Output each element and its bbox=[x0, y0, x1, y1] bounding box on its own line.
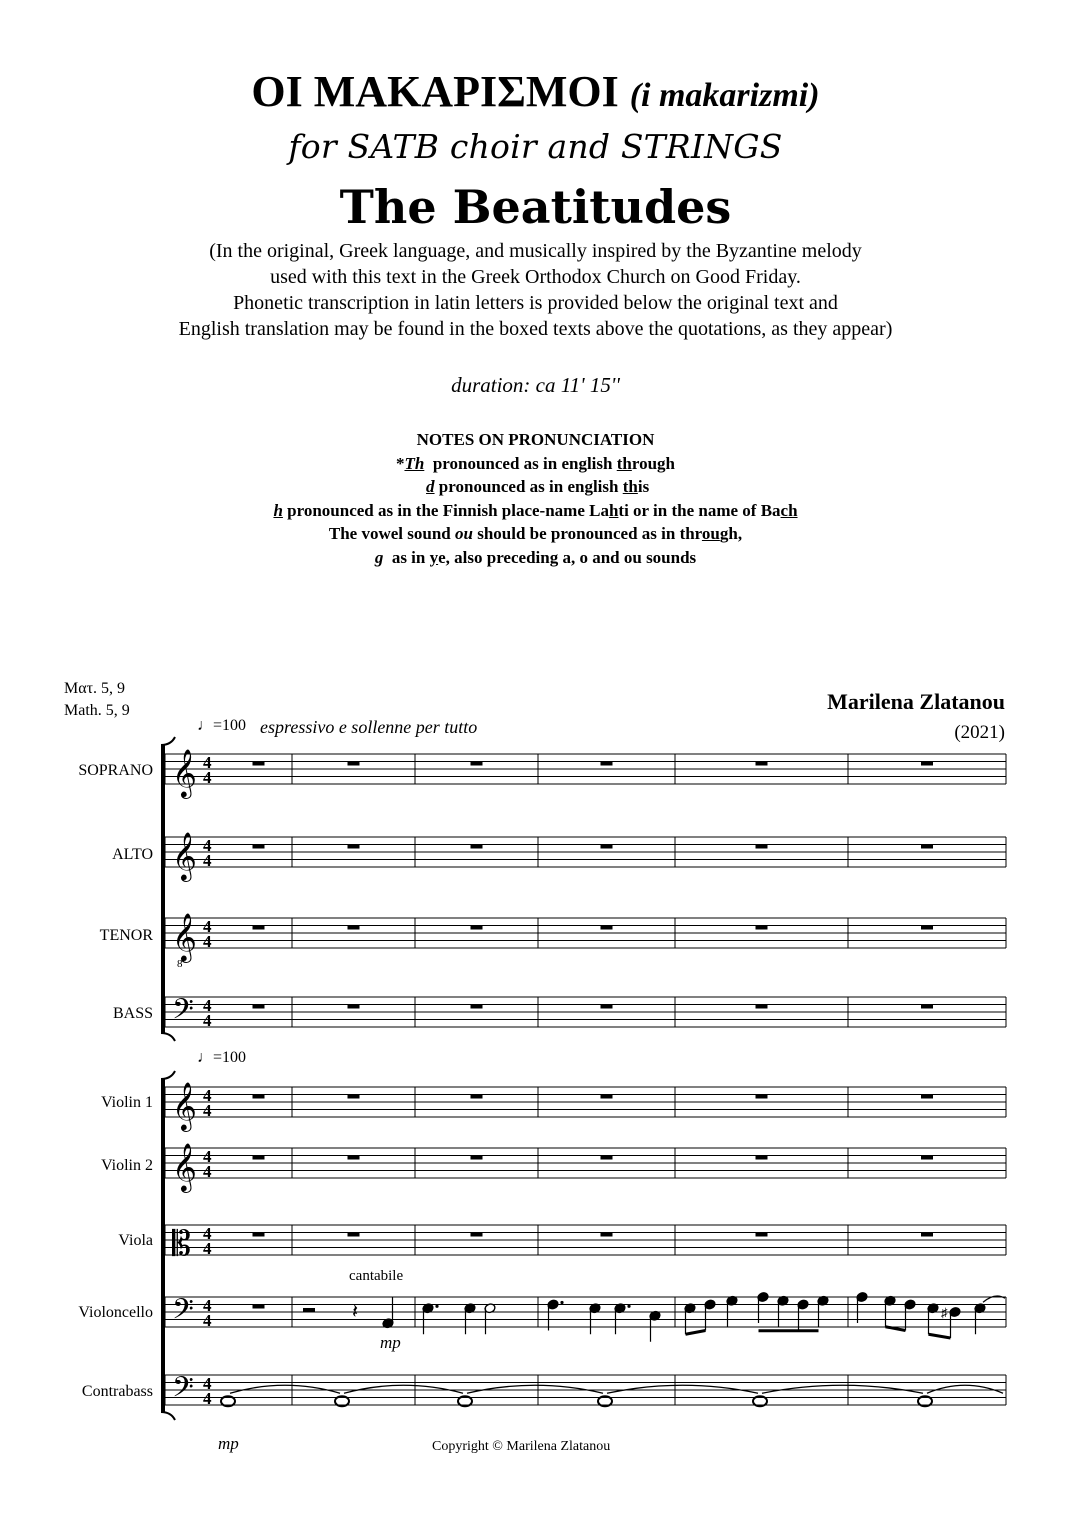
whole-rest bbox=[253, 762, 265, 766]
staff-label-violin-1: Violin 1 bbox=[101, 1094, 153, 1111]
whole-rest bbox=[253, 1233, 265, 1237]
clef-icon: 𝄢 bbox=[172, 995, 194, 1032]
pronunciation-line: g as in ye, also preceding a, o and ou sounds bbox=[374, 547, 697, 567]
clef-icon: 𝄞 bbox=[172, 834, 197, 880]
quarter-rest: 𝄽 bbox=[352, 1301, 359, 1323]
composer: Marilena Zlatanou bbox=[827, 689, 1005, 714]
quarter-note-icon: ♩ bbox=[197, 717, 213, 734]
title-greek: ΟΙ ΜΑΚΑΡΙΣΜΟΙ bbox=[251, 67, 619, 116]
clef-icon: 𝄞 bbox=[172, 915, 197, 961]
staff-label-bass: BASS bbox=[112, 1005, 153, 1022]
tie bbox=[230, 1385, 340, 1393]
time-signature-bottom: 4 bbox=[203, 1011, 212, 1030]
whole-rest bbox=[756, 926, 768, 930]
pronunciation-line: h pronounced as in the Finnish place-name Lahti or in the name of Bach bbox=[273, 500, 798, 520]
quarter-note-icon: ♩ bbox=[197, 1049, 213, 1066]
pronunciation-line: d pronounced as in english this bbox=[426, 477, 650, 496]
whole-rest bbox=[253, 926, 265, 930]
whole-rest bbox=[471, 926, 483, 930]
time-signature-bottom: 4 bbox=[203, 1311, 212, 1330]
time-signature-bottom: 4 bbox=[203, 1101, 212, 1120]
english-title: The Beatitudes bbox=[339, 180, 732, 234]
clef-icon: 𝄡 bbox=[172, 1226, 191, 1263]
whole-rest bbox=[601, 1005, 613, 1009]
clef-icon: 𝄢 bbox=[172, 1373, 194, 1410]
tempo-mark-strings: ♩=100 bbox=[197, 1049, 247, 1066]
staff-label-contrabass: Contrabass bbox=[81, 1383, 153, 1400]
whole-rest bbox=[348, 1005, 360, 1009]
time-signature-top: 4 bbox=[203, 1296, 212, 1315]
sharp-icon: ♯ bbox=[941, 1305, 948, 1320]
time-signature-top: 4 bbox=[203, 753, 212, 772]
staff bbox=[165, 1295, 1006, 1332]
octave-mark: 8 bbox=[177, 958, 183, 970]
whole-rest bbox=[601, 845, 613, 849]
whole-rest bbox=[471, 845, 483, 849]
pronunciation-line: *Th pronounced as in english through bbox=[395, 453, 676, 473]
whole-rest bbox=[471, 1095, 483, 1099]
time-signature-top: 4 bbox=[203, 1086, 212, 1105]
whole-rest bbox=[348, 1156, 360, 1160]
staff bbox=[165, 1224, 1006, 1263]
clef-icon: 𝄞 bbox=[172, 1084, 197, 1130]
whole-rest bbox=[253, 1005, 265, 1009]
whole-rest bbox=[471, 1156, 483, 1160]
whole-rest bbox=[348, 762, 360, 766]
copyright: Copyright © Marilena Zlatanou bbox=[432, 1439, 611, 1454]
clef-icon: 𝄞 bbox=[172, 1145, 197, 1191]
whole-rest bbox=[756, 1095, 768, 1099]
whole-rest bbox=[921, 762, 933, 766]
whole-rest bbox=[921, 1156, 933, 1160]
whole-rest bbox=[471, 762, 483, 766]
whole-rest bbox=[253, 1305, 265, 1309]
whole-rest bbox=[253, 1156, 265, 1160]
time-signature-bottom: 4 bbox=[203, 1389, 212, 1408]
whole-rest bbox=[253, 845, 265, 849]
staff-label-violin-2: Violin 2 bbox=[101, 1157, 153, 1174]
time-signature-top: 4 bbox=[203, 996, 212, 1015]
intro-line: (In the original, Greek language, and musically inspired by the Byzantine melody bbox=[209, 240, 862, 262]
half-rest bbox=[303, 1308, 315, 1312]
time-signature-bottom: 4 bbox=[203, 1162, 212, 1181]
whole-rest bbox=[921, 1233, 933, 1237]
expression-mark: espressivo e sollenne per tutto bbox=[260, 717, 478, 737]
whole-rest bbox=[756, 845, 768, 849]
tie bbox=[607, 1385, 758, 1393]
scripture-ref-latin: Math. 5, 9 bbox=[64, 702, 130, 719]
staff-label-alto: ALTO bbox=[112, 846, 153, 863]
staff-label-viola: Viola bbox=[118, 1232, 153, 1249]
intro-line: used with this text in the Greek Orthodox Church on Good Friday. bbox=[270, 266, 801, 288]
staff-label-violoncello: Violoncello bbox=[78, 1304, 153, 1321]
subtitle: for SATB choir and STRINGS bbox=[288, 127, 783, 166]
tie bbox=[467, 1385, 603, 1393]
staff-label-tenor: TENOR bbox=[99, 927, 153, 944]
time-signature-bottom: 4 bbox=[203, 768, 212, 787]
whole-rest bbox=[921, 1095, 933, 1099]
whole-rest bbox=[348, 926, 360, 930]
intro-line: English translation may be found in the boxed texts above the quotations, as they appear) bbox=[178, 318, 893, 340]
title-transliteration: (i makarizmi) bbox=[629, 77, 820, 114]
staff bbox=[165, 1082, 1006, 1132]
staff bbox=[165, 1143, 1006, 1193]
time-signature-top: 4 bbox=[203, 1224, 212, 1243]
whole-rest bbox=[601, 1095, 613, 1099]
time-signature-bottom: 4 bbox=[203, 851, 212, 870]
whole-rest bbox=[756, 1233, 768, 1237]
whole-rest bbox=[601, 1233, 613, 1237]
dynamic-cello: mp bbox=[380, 1333, 401, 1352]
tempo-mark-choir: ♩=100 bbox=[197, 717, 247, 734]
staff bbox=[165, 995, 1006, 1032]
whole-rest bbox=[756, 1005, 768, 1009]
staff bbox=[165, 749, 1006, 799]
whole-rest bbox=[921, 926, 933, 930]
clef-icon: 𝄢 bbox=[172, 1295, 194, 1332]
whole-rest bbox=[471, 1005, 483, 1009]
year: (2021) bbox=[954, 722, 1005, 743]
whole-rest bbox=[348, 1095, 360, 1099]
time-signature-top: 4 bbox=[203, 836, 212, 855]
whole-rest bbox=[471, 1233, 483, 1237]
whole-rest bbox=[253, 1095, 265, 1099]
whole-rest bbox=[348, 845, 360, 849]
whole-rest bbox=[921, 845, 933, 849]
whole-rest bbox=[601, 926, 613, 930]
pronunciation-line: The vowel sound ou should be pronounced as in through, bbox=[328, 524, 743, 543]
tie bbox=[344, 1385, 463, 1393]
duration: duration: ca 11' 15'' bbox=[451, 373, 620, 397]
staff-label-soprano: SOPRANO bbox=[78, 762, 153, 779]
time-signature-top: 4 bbox=[203, 1147, 212, 1166]
staff bbox=[165, 832, 1006, 882]
whole-rest bbox=[601, 1156, 613, 1160]
cantabile-mark: cantabile bbox=[349, 1268, 404, 1284]
staff bbox=[165, 1373, 1006, 1410]
whole-rest bbox=[348, 1233, 360, 1237]
time-signature-bottom: 4 bbox=[203, 1239, 212, 1258]
whole-rest bbox=[601, 762, 613, 766]
dynamic-contrabass: mp bbox=[218, 1434, 239, 1453]
clef-icon: 𝄞 bbox=[172, 751, 197, 797]
tie bbox=[762, 1385, 923, 1393]
scripture-ref-greek: Ματ. 5, 9 bbox=[64, 680, 126, 697]
whole-rest bbox=[756, 762, 768, 766]
staff bbox=[165, 913, 1006, 970]
whole-rest bbox=[756, 1156, 768, 1160]
time-signature-top: 4 bbox=[203, 1374, 212, 1393]
intro-line: Phonetic transcription in latin letters is provided below the original text and bbox=[233, 292, 838, 314]
pronunciation-heading: NOTES ON PRONUNCIATION bbox=[416, 430, 655, 449]
tie bbox=[927, 1385, 1003, 1393]
whole-rest bbox=[921, 1005, 933, 1009]
time-signature-bottom: 4 bbox=[203, 932, 212, 951]
time-signature-top: 4 bbox=[203, 917, 212, 936]
